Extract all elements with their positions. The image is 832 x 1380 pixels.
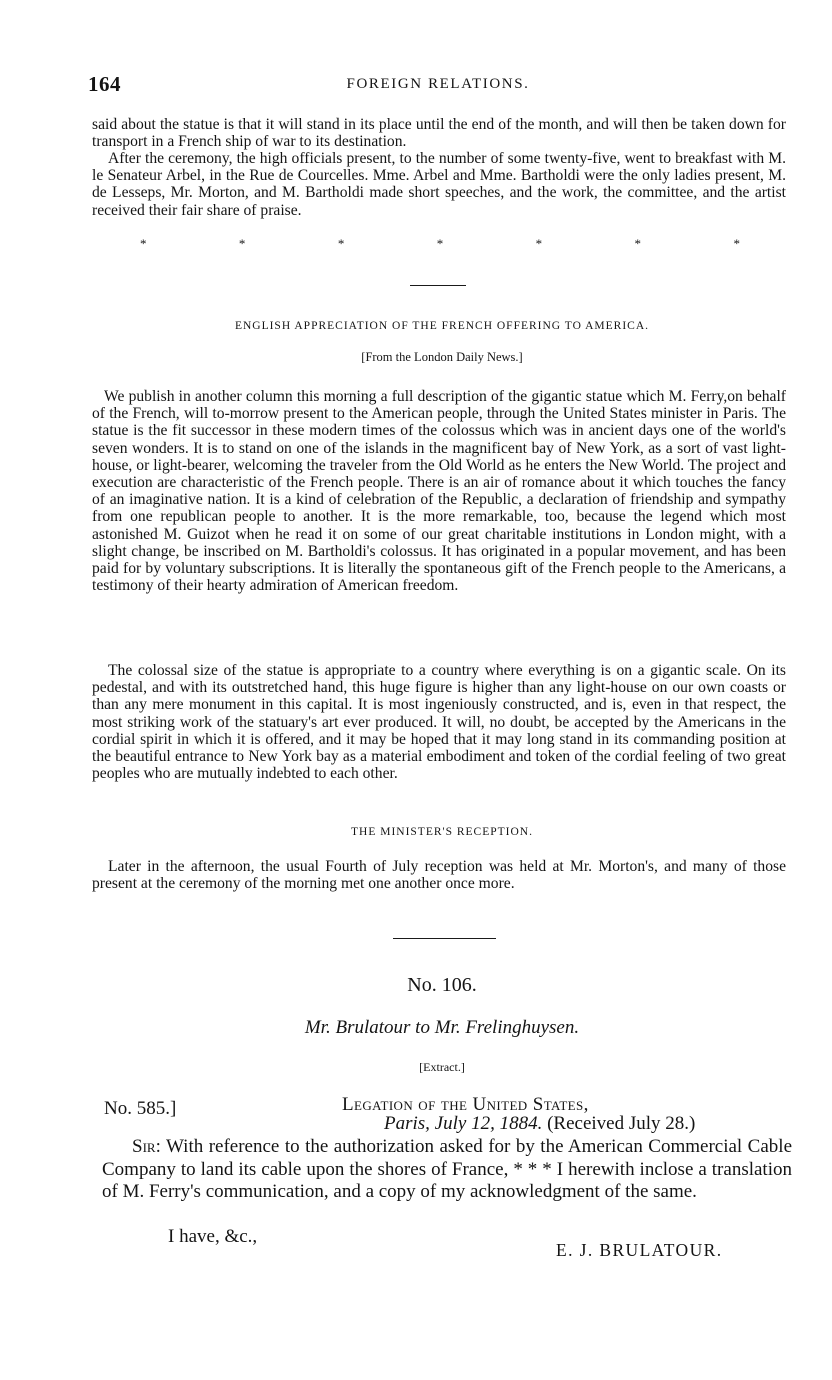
date-place: Paris, July 12, 1884.	[384, 1113, 543, 1134]
document-divider	[393, 938, 496, 939]
asterisk: *	[634, 236, 642, 251]
received-date: (Received July 28.)	[547, 1113, 696, 1134]
dateline	[384, 1113, 695, 1135]
reception-paragraph: Later in the afternoon, the usual Fourth of July reception was held at Mr. Morton's, and many of those present at the ceremony of the morning met one another once more.	[92, 858, 786, 893]
salutation: Sir:	[132, 1136, 161, 1157]
signature: E. J. BRULATOUR.	[556, 1240, 723, 1260]
closing: I have, &c.,	[168, 1226, 258, 1247]
continued-paragraph: said about the statue is that it will stand in its place until the end of the month, and will then be taken down for transport in a French ship of war to its destination.	[92, 116, 786, 151]
running-header	[88, 72, 788, 102]
asterisk: *	[436, 236, 444, 251]
asterisk: *	[140, 236, 147, 251]
source-attribution: [From the London Daily News.]	[361, 350, 523, 364]
document-title: Mr. Brulatour to Mr. Frelinghuysen.	[304, 1017, 580, 1038]
article-paragraph-1: We publish in another column this morning a full description of the gigantic statue which M. Ferry,on behalf of the French, will to-morrow present to the American people, through the United States minister in Paris. The statue is the fit successor in these modern times of the colossus which was in ancient days one of the world's seven wonders. It is to stand on one of the islands in the magnificent bay of New York, as a sort of vast light-house, or light-bearer, welcoming the traveler from the Old World as he enters the New World. The project and execution are characteristic of the French people. There is an air of romance about it which touches the fancy of an imaginative nation. It is a kind of celebration of the Republic, a declaration of friendship and sympathy from one republican people to another. It is the more remarkable, too, because the legend which most astonished M. Guizot when he read it on some of our great charitable institutions in London might, with a slight change, be inscribed on M. Bartholdi's colossus. It has originated in a popular movement, and has been paid for by voluntary subscriptions. It is literally the spontaneous gift of the French people to the Americans, a testimony of their hearty admiration of American freedom.	[92, 388, 786, 595]
breakfast-paragraph: After the ceremony, the high officials present, to the number of some twenty-five, went to breakfast with M. le Senateur Arbel, in the Rue de Courcelles. Mme. Arbel and Mme. Bartholdi were the only ladies present, M. de Lesseps, Mr. Morton, and M. Bartholdi made short speeches, and the work, the committee, and the artist received their fair share of praise.	[92, 150, 786, 219]
ellipsis-asterisks	[140, 236, 740, 252]
section-heading-english-appreciation: ENGLISH APPRECIATION OF THE FRENCH OFFERING TO AMERICA.	[234, 320, 650, 332]
asterisk: *	[238, 236, 246, 251]
page-number: 164	[88, 72, 121, 96]
extract-label: [Extract.]	[419, 1060, 465, 1074]
article-paragraph-2: The colossal size of the statue is appropriate to a country where everything is on a gigantic scale. On its pedestal, and with its outstretched hand, this huge figure is higher than any light-house on our own coasts or than any mere monument in this capital. It is most ingeniously constructed, and is, even in that respect, the most striking work of the statuary's art ever produced. It will, no doubt, be accepted by the Americans in the cordial spirit in which it is offered, and it may be hoped that it may long stand in its commanding position at the beautiful entrance to New York bay as a material embodiment and token of the cordial feeling of two great peoples who are mutually indebted to each other.	[92, 662, 786, 783]
legation-heading: Legation of the United States,	[342, 1094, 589, 1115]
asterisk: *	[337, 236, 345, 251]
asterisk: *	[535, 236, 543, 251]
letter-body	[102, 1136, 792, 1204]
asterisk: *	[733, 236, 740, 251]
section-heading-ministers-reception: THE MINISTER'S RECEPTION.	[350, 826, 533, 838]
running-title: FOREIGN RELATIONS.	[346, 76, 530, 92]
section-divider	[410, 285, 466, 286]
dispatch-number: No. 585.]	[104, 1098, 177, 1119]
letter-text: With reference to the authorization asked for by the American Commercial Cable Company to land its cable upon the shores of France, * * * I herewith inclose a translation of M. Ferry's communication, and a copy of my acknowledgment of the same.	[102, 1136, 792, 1202]
document-number: No. 106.	[407, 974, 477, 996]
